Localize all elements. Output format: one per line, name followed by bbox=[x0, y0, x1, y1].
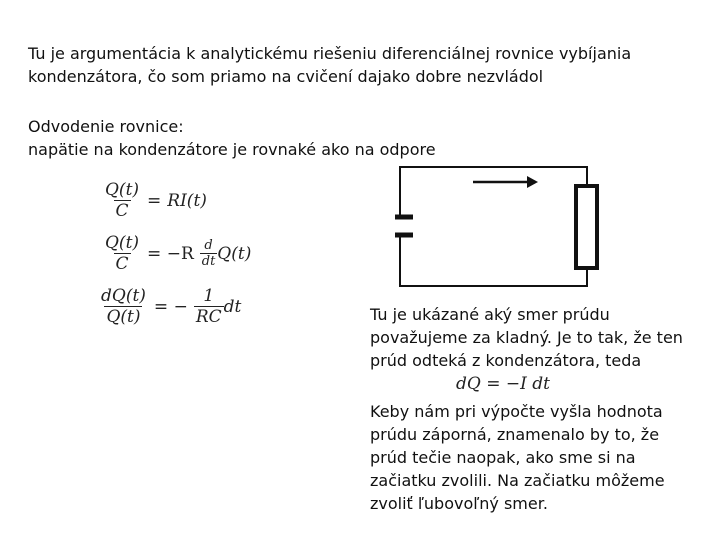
bottom-wire bbox=[400, 237, 587, 286]
explanation2-line-3: prúd tečie naopak, ako sme si na bbox=[370, 448, 636, 467]
eq3-rc-fraction bbox=[194, 286, 224, 327]
derivation-section bbox=[28, 115, 708, 161]
eq3-numerator: dQ(t) bbox=[101, 286, 146, 306]
eq1-denominator: C bbox=[115, 201, 129, 221]
equation-2 bbox=[103, 233, 251, 274]
current-arrow-icon bbox=[527, 176, 538, 188]
eq2-operator: = −R bbox=[147, 243, 194, 264]
eq2-d-numerator: d bbox=[204, 238, 213, 253]
explanation-paragraph-2 bbox=[370, 400, 700, 515]
top-wire bbox=[400, 167, 587, 217]
derivation-statement: napätie na kondenzátore je rovnaké ako na odpore bbox=[28, 140, 436, 159]
eq1-numerator: Q(t) bbox=[105, 180, 140, 200]
explanation2-line-2: prúdu záporná, znamenalo by to, že bbox=[370, 425, 660, 444]
eq2-denominator: C bbox=[115, 254, 129, 274]
eq1-rhs: RI(t) bbox=[167, 190, 207, 211]
eq2-derivative bbox=[200, 238, 218, 269]
explanation2-line-1: Keby nám pri výpočte vyšla hodnota bbox=[370, 402, 663, 421]
explanation2-line-5: zvoliť ľubovoľný smer. bbox=[370, 494, 548, 513]
equation-1 bbox=[103, 180, 207, 221]
intro-paragraph bbox=[28, 42, 708, 88]
explanation2-line-4: začiatku zvolili. Na začiatku môžeme bbox=[370, 471, 665, 490]
equation-3 bbox=[99, 286, 241, 327]
explanation-line-2: považujeme za kladný. Je to tak, že ten bbox=[370, 328, 683, 347]
derivation-heading: Odvodenie rovnice: bbox=[28, 117, 184, 136]
explanation-line-3: prúd odteká z kondenzátora, teda bbox=[370, 351, 642, 370]
explanation-paragraph bbox=[370, 303, 700, 372]
explanation-line-1: Tu je ukázané aký smer prúdu bbox=[370, 305, 610, 324]
eq3-rhs: dt bbox=[223, 296, 242, 317]
eq3-operator: = − bbox=[153, 296, 188, 317]
eq1-fraction bbox=[103, 180, 141, 221]
eq1-operator: = bbox=[147, 190, 162, 211]
intro-line-2: kondenzátora, čo som priamo na cvičení dajako dobre nezvládol bbox=[28, 67, 544, 86]
rc-circuit-diagram bbox=[395, 162, 610, 292]
eq2-numerator: Q(t) bbox=[105, 233, 140, 253]
eq3-rc-numerator: 1 bbox=[203, 286, 215, 306]
eq2-rhs: Q(t) bbox=[217, 243, 252, 264]
eq3-fraction bbox=[99, 286, 148, 327]
eq3-denominator: Q(t) bbox=[106, 307, 141, 327]
dq-equation: dQ = −I dt bbox=[456, 374, 550, 394]
eq3-rc-denominator: RC bbox=[195, 307, 222, 327]
eq2-fraction bbox=[103, 233, 141, 274]
eq2-d-denominator: dt bbox=[201, 254, 216, 269]
resistor bbox=[576, 186, 597, 268]
intro-line-1: Tu je argumentácia k analytickému riešeniu diferenciálnej rovnice vybíjania bbox=[28, 44, 632, 63]
